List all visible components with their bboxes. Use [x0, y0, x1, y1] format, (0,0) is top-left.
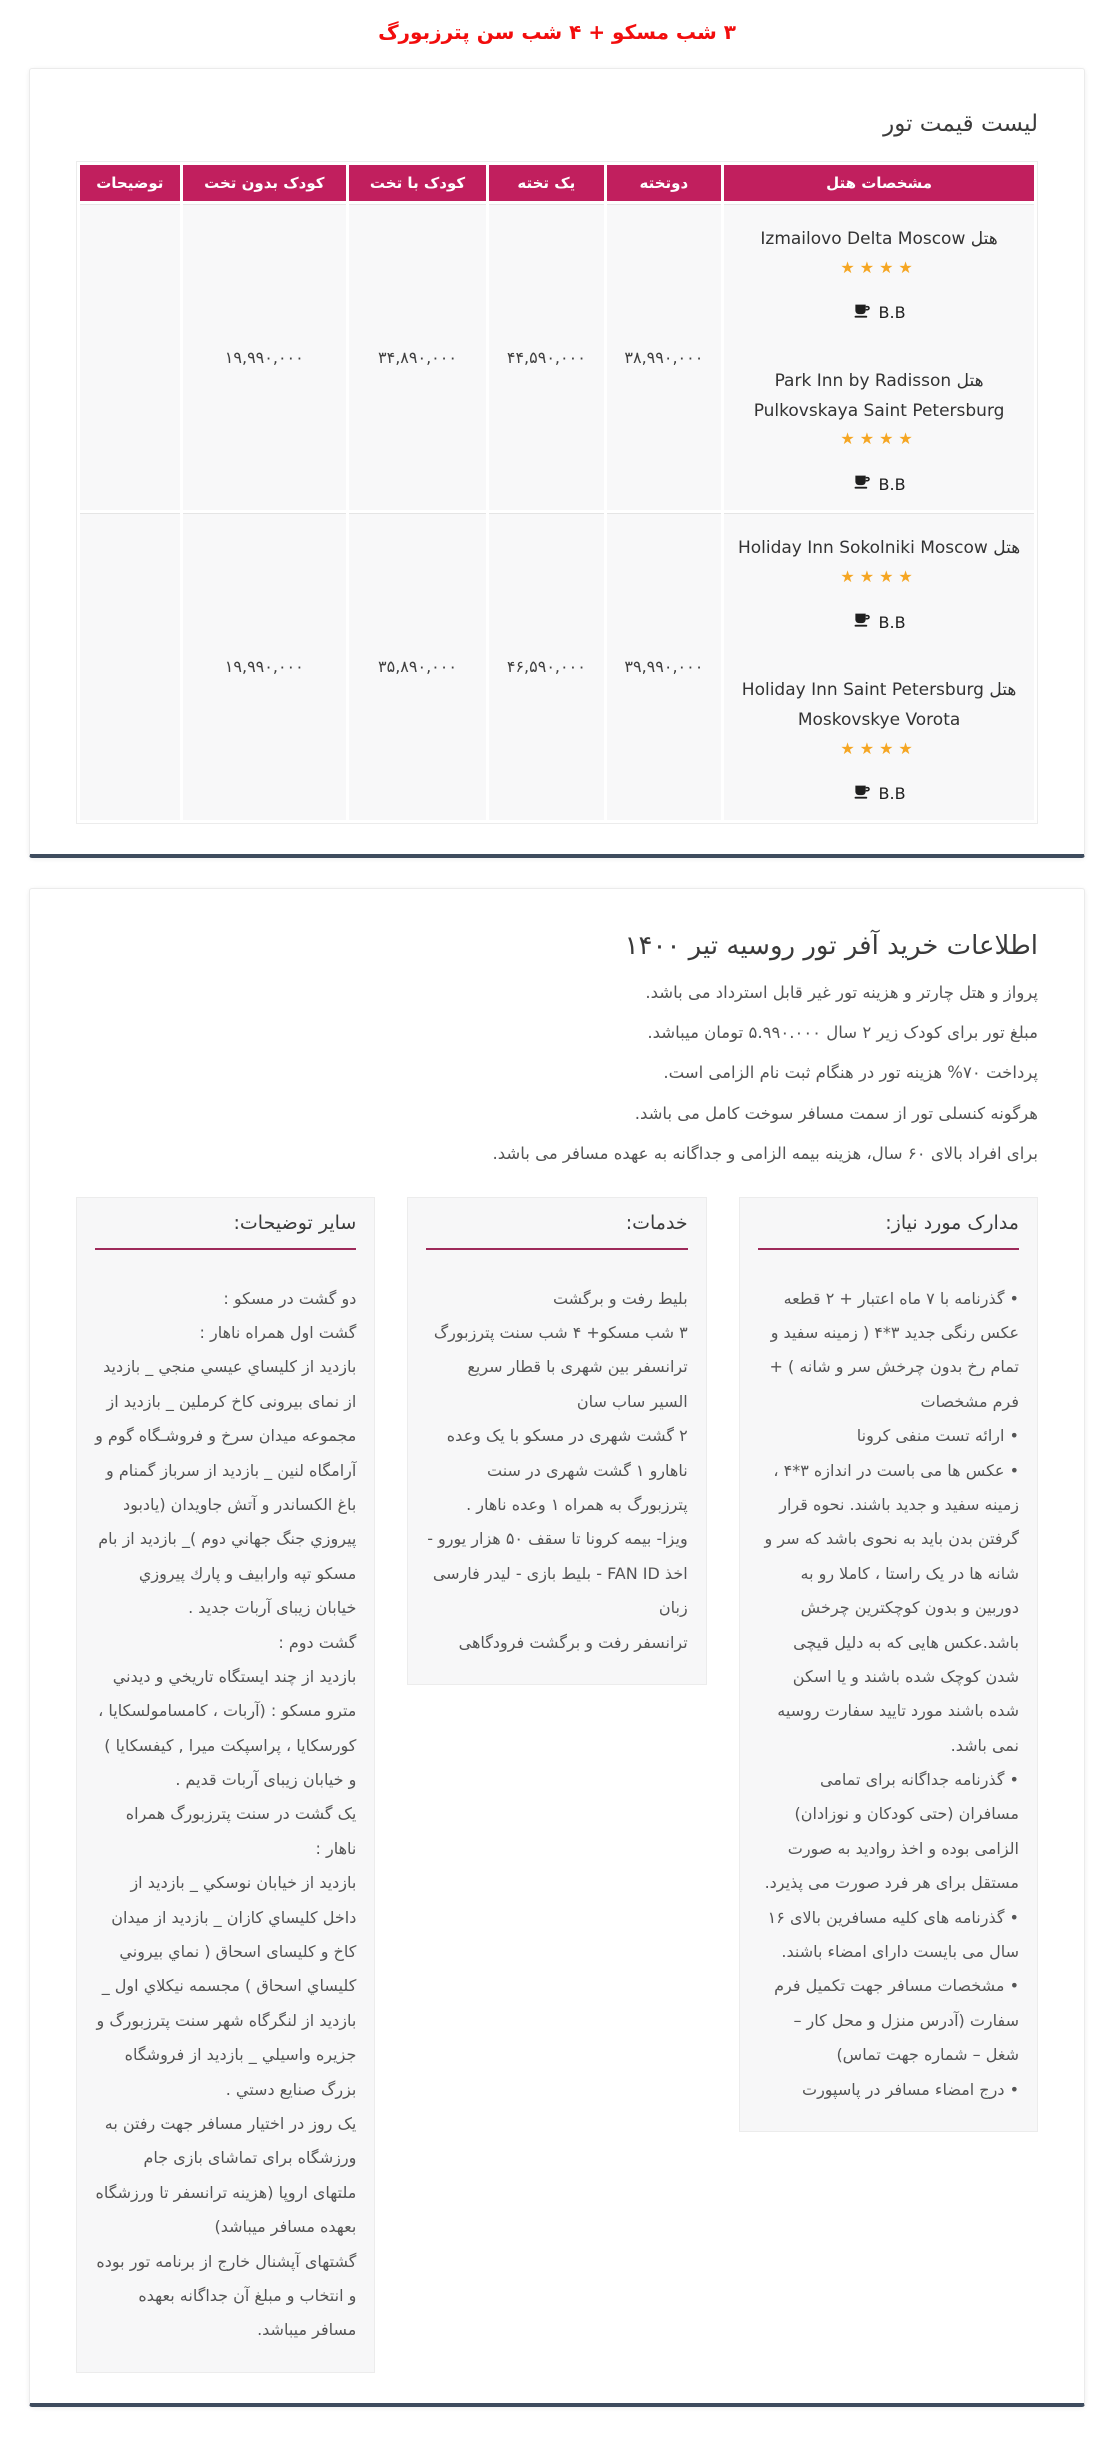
board-label: B.B: [878, 784, 906, 803]
hotel-cell: [724, 513, 1034, 819]
box-item: یک روز در اختیار مسافر جهت رفتن به ورزشگاه برای تماشای بازی جام ملتهای اروپا (هزینه ترانسفر تا ورزشگاه بعهده مسافر میباشد): [95, 2113, 357, 2237]
board-type: [732, 474, 1026, 494]
box-item: • گذرنامه جداگانه برای تمامی مسافران (حتی کودکان و نوزادان) الزامی بوده و اخذ روادید به صورت مستقل برای هر فرد صورت می پذیرد.: [764, 1770, 1019, 1893]
hotel-name: هتل Holiday Inn Sokolniki Moscow: [737, 538, 1021, 559]
info-box: [407, 1197, 706, 1685]
star-rating-icon: ★★★★: [840, 257, 918, 277]
box-item: گشت اول همراه ناهار :: [199, 1323, 357, 1342]
page-title: ۳ شب مسکو + ۴ شب سن پترزبورگ: [378, 20, 736, 44]
info-box: [739, 1197, 1038, 2132]
hotel-info: [732, 666, 1026, 810]
price-child-no-bed: ۱۹,۹۹۰,۰۰۰: [183, 513, 346, 819]
notes-cell: [80, 513, 180, 819]
info-box-title: سایر توضیحات:: [95, 1212, 356, 1250]
coffee-cup-icon: [853, 784, 872, 804]
box-item: ترانسفر بین شهری با قطار سریع السیر ساب سان: [467, 1357, 688, 1411]
price-list-card: [29, 68, 1085, 858]
board-type: [732, 612, 1026, 632]
star-rating-icon: ★★★★: [840, 738, 918, 758]
box-item: ویزا- بیمه کرونا تا سقف ۵۰ هزار یورو - اخذ FAN ID - بلیط بازی - لیدر فارسی زبان: [427, 1529, 688, 1618]
column-header: کودک بدون تخت: [183, 165, 346, 201]
notes-cell: [80, 204, 180, 510]
box-item: ۳ شب مسکو+ ۴ شب سنت پترزبورگ: [433, 1323, 688, 1342]
price-list-heading: لیست قیمت تور: [883, 111, 1038, 137]
price-single: ۴۴,۵۹۰,۰۰۰: [489, 204, 604, 510]
hotel-name: هتل Holiday Inn Saint Petersburg Moskovskye Vorota: [741, 680, 1017, 730]
info-box-items: [426, 1282, 687, 1660]
hotel-name: هتل Park Inn by Radisson Pulkovskaya Saint Petersburg: [753, 370, 1005, 421]
info-paragraph: پرواز و هتل چارتر و هزینه تور غیر قابل استرداد می باشد.: [645, 982, 1038, 1002]
star-rating-icon: ★★★★: [840, 567, 918, 586]
box-item: گشت دوم :: [278, 1632, 357, 1652]
hotel-info: [732, 357, 1026, 501]
info-paragraph: برای افراد بالای ۶۰ سال، هزینه بیمه الزامی و جداگانه به عهده مسافر می باشد.: [492, 1144, 1038, 1164]
board-type: [732, 784, 1026, 804]
tour-info-card: [29, 888, 1085, 2407]
info-paragraph: پرداخت ۷۰% هزینه تور در هنگام ثبت نام الزامی است.: [663, 1063, 1038, 1083]
price-child-with-bed: ۳۵,۸۹۰,۰۰۰: [349, 513, 486, 819]
info-box: [76, 1197, 375, 2373]
box-item: بلیط رفت و برگشت: [552, 1288, 688, 1308]
box-item: • عکس ها می باست در اندازه ۳*۴ ، زمینه سفید و جدید باشند. نحوه قرار گرفتن بدن باید به نحوی باشد که سر و شانه ها در یک راستا ، کاملا رو به دوربین و بدون کوچکترین چرخش باشد.عکس هایی که به دلیل قیچی شدن کوچک شده باشند و یا اسکن شده باشند مورد تایید سفارت روسیه نمی باشد.: [764, 1460, 1019, 1755]
info-paragraph: هرگونه کنسلی تور از سمت مسافر سوخت کامل می باشد.: [634, 1103, 1038, 1123]
board-label: B.B: [878, 303, 906, 323]
box-item: بازدید از چند ایستگاه تاریخي و دیدني مترو مسکو : (آربات ، کامسامولسکایا ، کورسکایا ، پراسپکت میرا , کیفسکایا ) و خیابان زیبای آربات قدیم .: [98, 1666, 357, 1790]
box-item: ۲ گشت شهری در مسکو با یک وعده ناهارو ۱ گشت شهری در سنت پترزبورگ به همراه ۱ وعده ناهار .: [446, 1426, 688, 1514]
box-item: دو گشت در مسکو :: [223, 1288, 357, 1308]
info-box-items: [758, 1282, 1019, 2107]
table-row: [80, 513, 1034, 819]
info-paragraph: مبلغ تور برای کودک زیر ۲ سال ۵.۹۹۰.۰۰۰ تومان میباشد.: [647, 1022, 1038, 1042]
coffee-cup-icon: [853, 612, 872, 632]
tour-info-paragraphs: [76, 973, 1038, 1175]
hotel-info: [732, 215, 1026, 329]
hotel-info: [732, 524, 1026, 638]
box-item: بازدید از خیابان نوسکي _ بازدید از داخل کلیساي کازان _ بازدید از میدان کاخ و کلیسای اسحاق ( نماي بیروني کلیساي اسحاق ) مجسمه نیکلاي اول _ بازدید از لنگرگاه شهر سنت پترزبورگ و جزیره واسیلي _ بازدید از فروشگاه بزرگ صنایع دستي .: [96, 1873, 357, 2099]
box-item: • درج امضاء مسافر در پاسپورت: [802, 2079, 1019, 2099]
coffee-cup-icon: [853, 303, 872, 323]
column-header: دوتخته: [607, 165, 722, 201]
box-item: یک گشت در سنت پترزبورگ همراه ناهار :: [125, 1804, 357, 1858]
price-child-with-bed: ۳۴,۸۹۰,۰۰۰: [349, 204, 486, 510]
coffee-cup-icon: [853, 474, 872, 494]
box-item: • گذرنامه های کلیه مسافرین بالای ۱۶ سال می بایست دارای امضاء باشند.: [767, 1907, 1019, 1962]
board-type: [732, 303, 1026, 323]
box-item: ترانسفر رفت و برگشت فرودگاهی: [458, 1632, 688, 1652]
info-box-title: مدارک مورد نیاز:: [758, 1212, 1019, 1250]
hotel-name: هتل Izmailovo Delta Moscow: [760, 229, 998, 249]
box-item: بازدید از کلیساي عیسي منجي _ بازدید از نمای بیرونی کاخ کرملین _ بازدید از مجموعه میدان سرخ و فروشـگاه گوم و آرامگاه لنین _ بازدید از سرباز گمنام و باغ الکساندر و آتش جاویدان (یادبود پیروزي جنگ جهاني دوم )_ بازدید از بام مسکو تپه وارابیف و پارك پیروزي خیابان زیبای آربات جدید .: [95, 1357, 357, 1618]
table-row: [80, 204, 1034, 510]
column-header: توضیحات: [80, 165, 180, 201]
price-single: ۴۶,۵۹۰,۰۰۰: [489, 513, 604, 819]
board-label: B.B: [878, 474, 906, 494]
info-boxes-row: [76, 1197, 1038, 2373]
price-double: ۳۹,۹۹۰,۰۰۰: [607, 513, 722, 819]
price-double: ۳۸,۹۹۰,۰۰۰: [607, 204, 722, 510]
board-label: B.B: [878, 612, 906, 632]
column-header: یک تخته: [489, 165, 604, 201]
box-item: • گذرنامه با ۷ ماه اعتبار + ۲ قطعه عکس رنگی جدید ۳*۴ ( زمینه سفید و تمام رخ بدون چرخش سر و شانه ) + فرم مشخصات: [769, 1288, 1019, 1411]
info-box-title: خدمات:: [426, 1212, 687, 1250]
info-box-items: [95, 1282, 356, 2348]
column-header: کودک با تخت: [349, 165, 486, 201]
price-table: [76, 161, 1038, 824]
box-item: گشتهای آپشنال خارج از برنامه تور بوده و انتخاب و مبلغ آن جداگانه بعهده مسافر میباشد.: [96, 2251, 357, 2340]
tour-info-heading: اطلاعات خرید آفر تور روسیه تیر ۱۴۰۰: [624, 930, 1038, 961]
price-child-no-bed: ۱۹,۹۹۰,۰۰۰: [183, 204, 346, 510]
box-item: • ارائه تست منفی کرونا: [856, 1426, 1019, 1446]
table-header-row: [80, 165, 1034, 201]
hotel-cell: [724, 204, 1034, 510]
column-header: مشخصات هتل: [724, 165, 1034, 201]
box-item: • مشخصات مسافر جهت تکمیل فرم سفارت (آدرس منزل و محل کار – شغل – شماره جهت تماس): [774, 1976, 1019, 2065]
star-rating-icon: ★★★★: [840, 429, 918, 449]
